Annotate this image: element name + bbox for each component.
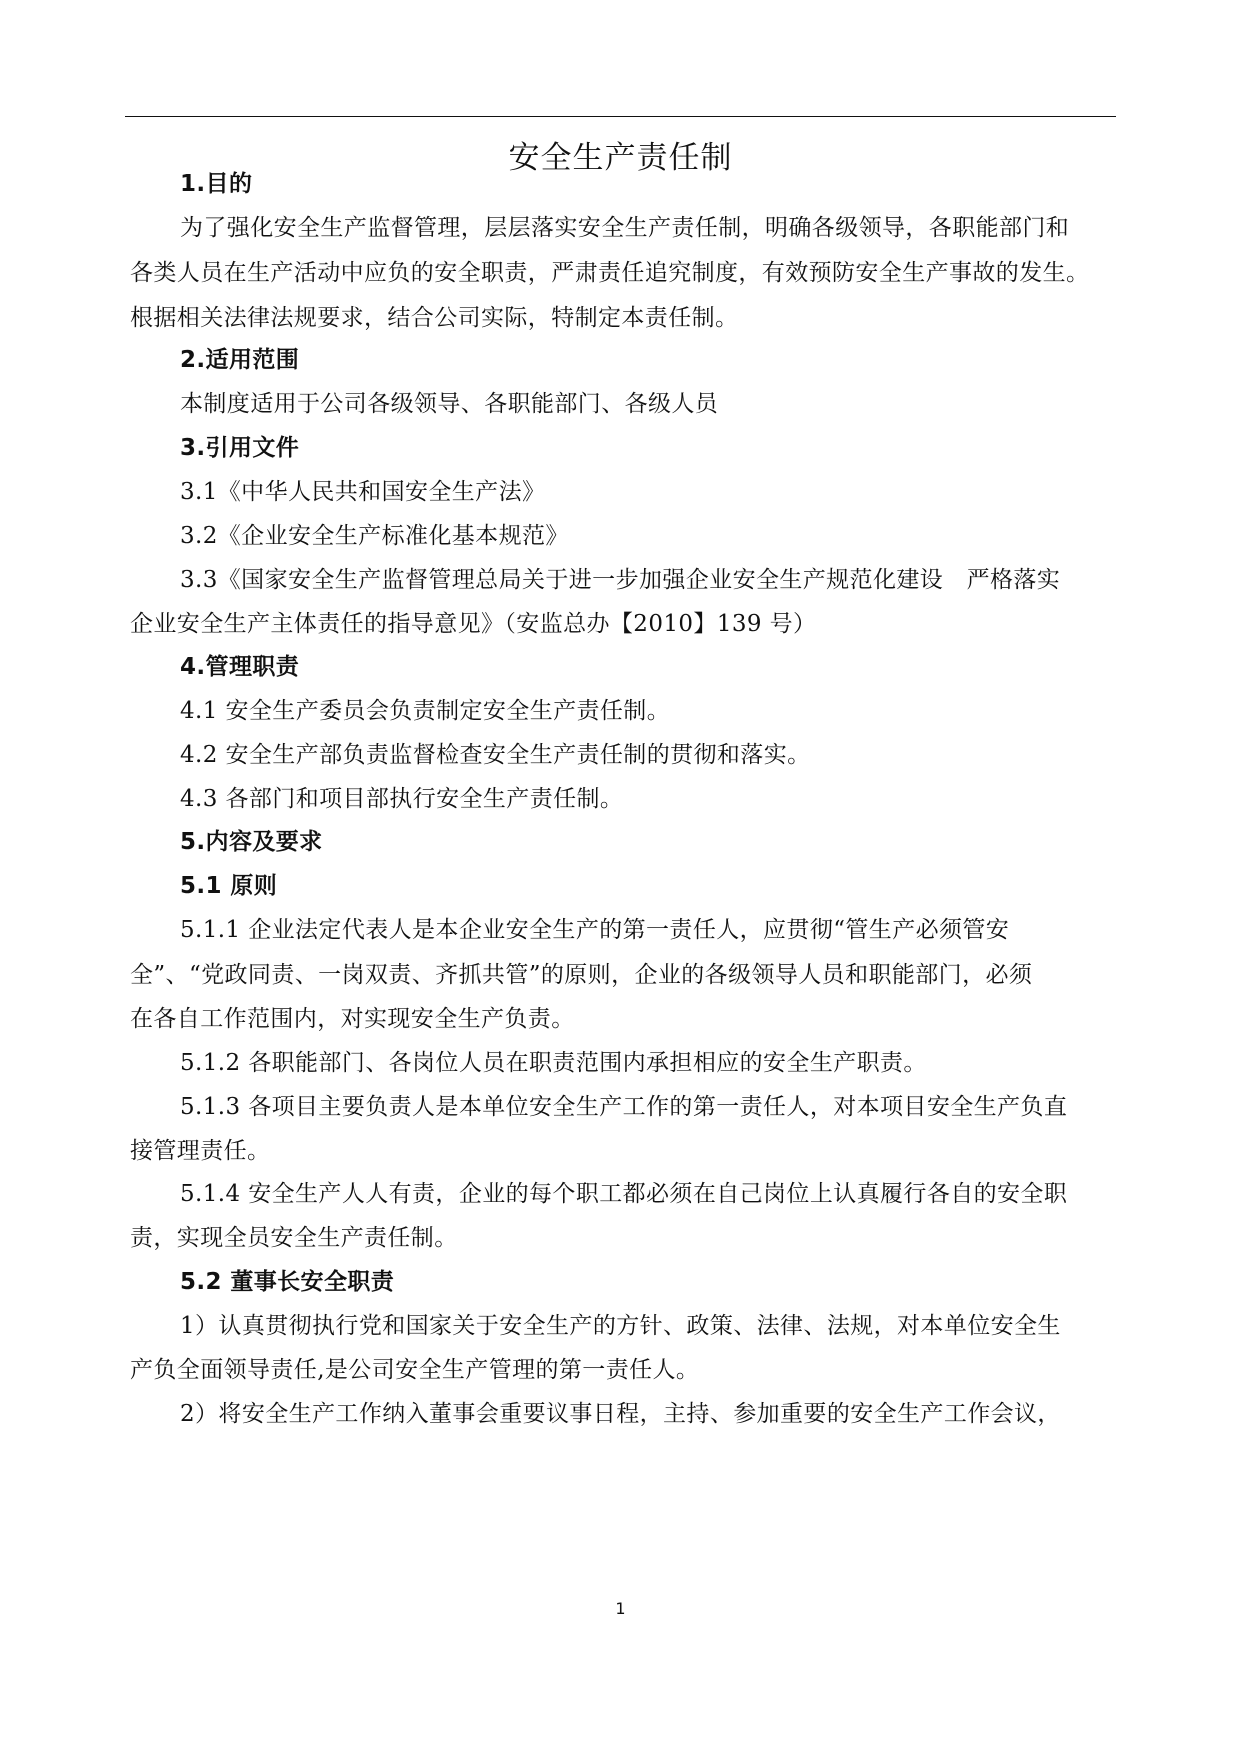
- section-5-2-heading: 5.2 董事长安全职责: [180, 1269, 395, 1295]
- reference-3-1: 3.1《中华人民共和国安全生产法》: [180, 479, 546, 505]
- principle-5-1-4-line-1: 5.1.4 安全生产人人有责，企业的每个职工都必须在自己岗位上认真履行各自的安全职: [180, 1181, 1068, 1207]
- principle-5-1-1-line-2: 全”、“党政同责、一岗双责、齐抓共管”的原则，企业的各级领导人员和职能部门，必须: [130, 962, 1033, 988]
- section-1-text-line-2: 各类人员在生产活动中应负的安全职责，严肃责任追究制度，有效预防安全生产事故的发生。: [130, 260, 1090, 286]
- section-5-1-heading: 5.1 原则: [180, 873, 278, 899]
- principle-5-1-1-line-1: 5.1.1 企业法定代表人是本企业安全生产的第一责任人，应贯彻“管生产必须管安: [180, 917, 1010, 943]
- duty-4-2: 4.2 安全生产部负责监督检查安全生产责任制的贯彻和落实。: [180, 742, 811, 768]
- section-3-heading: 3.引用文件: [180, 435, 300, 461]
- section-1-text-line-3: 根据相关法律法规要求，结合公司实际，特制定本责任制。: [130, 305, 739, 331]
- duty-4-1: 4.1 安全生产委员会负责制定安全生产责任制。: [180, 698, 671, 724]
- principle-5-1-3-line-2: 接管理责任。: [130, 1138, 271, 1164]
- principle-5-1-2: 5.1.2 各职能部门、各岗位人员在职责范围内承担相应的安全生产职责。: [180, 1050, 927, 1076]
- reference-3-3-line-2: 企业安全生产主体责任的指导意见》（安监总办【2010】139 号）: [130, 611, 817, 637]
- section-2-heading: 2.适用范围: [180, 347, 300, 373]
- section-1-heading: 1.目的: [180, 171, 253, 197]
- chairman-duty-1-line-1: 1）认真贯彻执行党和国家关于安全生产的方针、政策、法律、法规，对本单位安全生: [180, 1313, 1061, 1339]
- document-title: 安全生产责任制: [508, 140, 733, 176]
- section-2-text: 本制度适用于公司各级领导、各职能部门、各级人员: [180, 391, 719, 417]
- reference-3-3-line-1: 3.3《国家安全生产监督管理总局关于进一步加强企业安全生产规范化建设 严格落实: [180, 567, 1061, 593]
- page-number: 1: [615, 1599, 626, 1618]
- principle-5-1-1-line-3: 在各自工作范围内，对实现安全生产负责。: [130, 1006, 575, 1032]
- chairman-duty-2-line-1: 2）将安全生产工作纳入董事会重要议事日程，主持、参加重要的安全生产工作会议，: [180, 1401, 1061, 1427]
- principle-5-1-3-line-1: 5.1.3 各项目主要负责人是本单位安全生产工作的第一责任人，对本项目安全生产负直: [180, 1094, 1068, 1120]
- duty-4-3: 4.3 各部门和项目部执行安全生产责任制。: [180, 786, 624, 812]
- principle-5-1-4-line-2: 责，实现全员安全生产责任制。: [130, 1225, 458, 1251]
- section-5-heading: 5.内容及要求: [180, 829, 323, 855]
- header-rule: [125, 116, 1116, 117]
- section-1-text-line-1: 为了强化安全生产监督管理，层层落实安全生产责任制，明确各级领导，各职能部门和: [180, 215, 1070, 241]
- chairman-duty-1-line-2: 产负全面领导责任,是公司安全生产管理的第一责任人。: [130, 1357, 700, 1383]
- section-4-heading: 4.管理职责: [180, 654, 300, 680]
- reference-3-2: 3.2《企业安全生产标准化基本规范》: [180, 523, 569, 549]
